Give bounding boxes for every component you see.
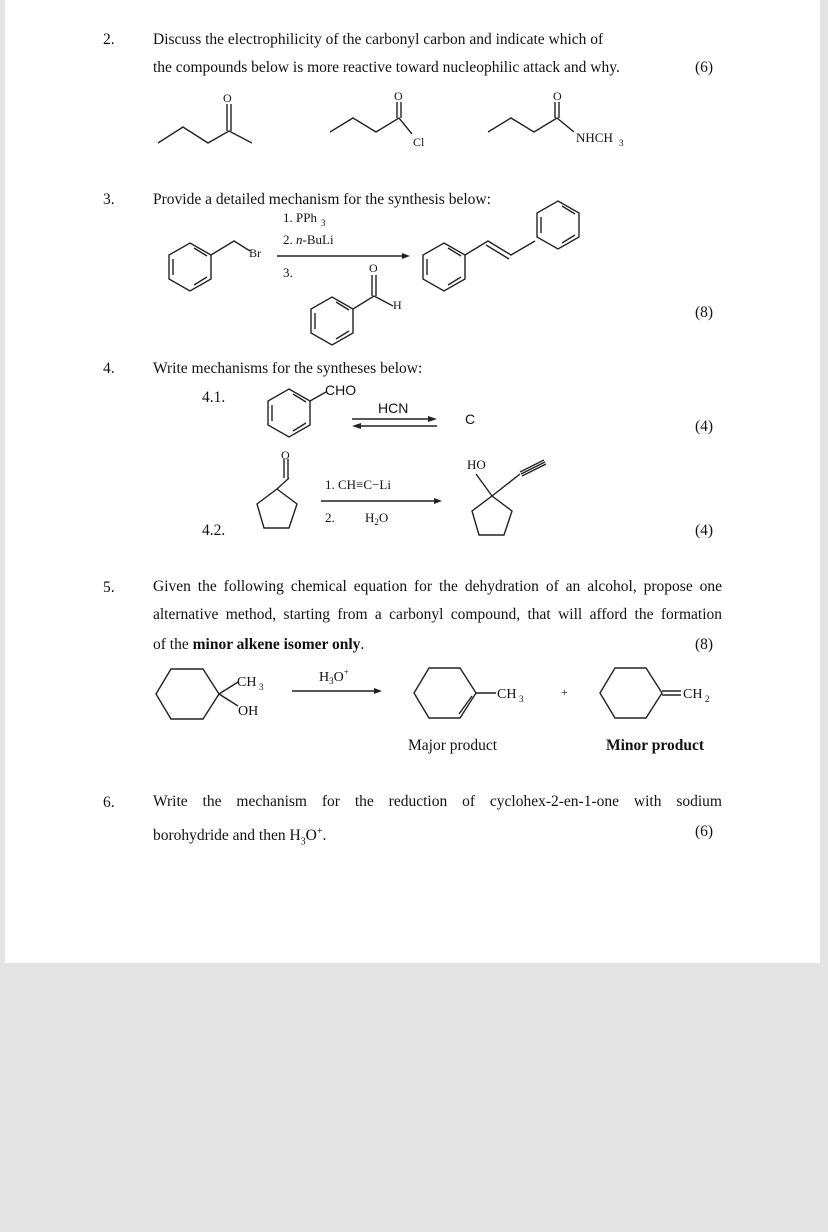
q5-reagent-subscript: 3 [329, 676, 334, 686]
q4-1-product: C [465, 411, 476, 427]
q3-aldehyde-oxygen: O [369, 261, 378, 275]
q5-major-label: Major product [408, 737, 498, 754]
q6-line2-sup: + [316, 826, 323, 837]
q6-text-line1: Write the mechanism for the reduction of cyclohex-2-en-1-one with sodium [153, 793, 722, 810]
svg-text:H3O+ [319, 667, 349, 686]
q4-2-reagent2-h: H [365, 510, 375, 525]
q5-reagent-o: O [333, 670, 344, 685]
q3-marks: (8) [695, 304, 714, 321]
q4-2-reagent2-subscript: 2 [374, 517, 379, 527]
q5-line3-bold: minor alkene isomer only [192, 636, 361, 653]
q5-line3-post: . [360, 636, 365, 653]
q5-minor-label: Minor product [606, 737, 705, 754]
q4-2-reagent2-number: 2. [325, 510, 335, 525]
q2-acylchloride-oxygen: O [394, 89, 403, 103]
q4-number: 4. [103, 360, 115, 377]
q2-number: 2. [103, 31, 115, 48]
q6-line2-pre: borohydride and then H [153, 827, 301, 845]
q4-text: Write mechanisms for the syntheses below: [153, 360, 423, 377]
q3-reagent2-rest: -BuLi [302, 232, 334, 247]
q5-reagent-h: H [319, 670, 330, 685]
q5-minor-methylene: CH [683, 687, 703, 702]
q5-major-methyl: CH [497, 687, 517, 702]
q4-1-marks: (4) [695, 418, 714, 435]
q3-aldehyde-hydrogen: H [393, 298, 402, 312]
q5-reactant-methyl: CH [237, 675, 257, 690]
q3-reagent2-number: 2. [283, 232, 296, 247]
q4-1-reagent: HCN [378, 400, 409, 416]
q3-reagent1-subscript: 3 [321, 218, 326, 228]
q4-2-reagent1: 1. CH≡C−Li [325, 477, 391, 492]
q4-1-label: 4.1. [202, 389, 226, 406]
q5-minor-methylene-sub: 2 [705, 694, 710, 704]
q5-reactant-hydroxyl: OH [238, 704, 259, 719]
q2-ketone-oxygen: O [223, 91, 232, 105]
q6-line2-end: . [322, 827, 327, 845]
q2-amide-subscript: 3 [619, 138, 624, 148]
q2-chlorine: Cl [413, 135, 425, 149]
q5-text-line2: alternative method, starting from a carbonyl compound, that will afford the formation [153, 606, 722, 623]
q2-amide-oxygen: O [553, 89, 562, 103]
q3-reagent1: 1. PPh [283, 210, 317, 225]
q6-line2-sub: 3 [300, 836, 306, 848]
q2-marks: (6) [695, 59, 714, 76]
q3-text: Provide a detailed mechanism for the synthesis below: [153, 191, 491, 208]
q4-2-hydroxyl: HO [467, 457, 486, 472]
q5-text-line1: Given the following chemical equation for the dehydration of an alcohol, propose one [153, 578, 722, 595]
q3-bromine: Br [249, 246, 261, 260]
q5-number: 5. [103, 579, 115, 596]
q5-plus: + [561, 685, 568, 699]
q2-text-line2: the compounds below is more reactive toward nucleophilic attack and why. [153, 59, 620, 76]
q5-line3-pre: of the [153, 636, 193, 653]
q6-marks: (6) [695, 823, 714, 840]
q4-2-reagent2-o: O [378, 510, 389, 525]
q4-2-marks: (4) [695, 522, 714, 539]
q4-2-oxygen: O [281, 448, 290, 462]
q5-major-methyl-sub: 3 [519, 694, 524, 704]
q6-line2-mid: O [305, 827, 317, 845]
q3-reagent3: 3. [283, 265, 293, 280]
q3-reagent2-italic: n [296, 232, 303, 247]
q2-text-line1: Discuss the electrophilicity of the carbonyl carbon and indicate which of [153, 31, 604, 48]
q3-number: 3. [103, 191, 115, 208]
q2-amide-substituent: NHCH [576, 130, 613, 145]
q6-number: 6. [103, 794, 115, 811]
q5-reactant-methyl-sub: 3 [259, 682, 264, 692]
q4-1-cho: CHO [325, 382, 357, 398]
q6-text-line2 [153, 822, 326, 852]
q4-2-label: 4.2. [202, 522, 226, 539]
q5-marks: (8) [695, 636, 714, 653]
q5-reagent-superscript: + [343, 667, 349, 677]
